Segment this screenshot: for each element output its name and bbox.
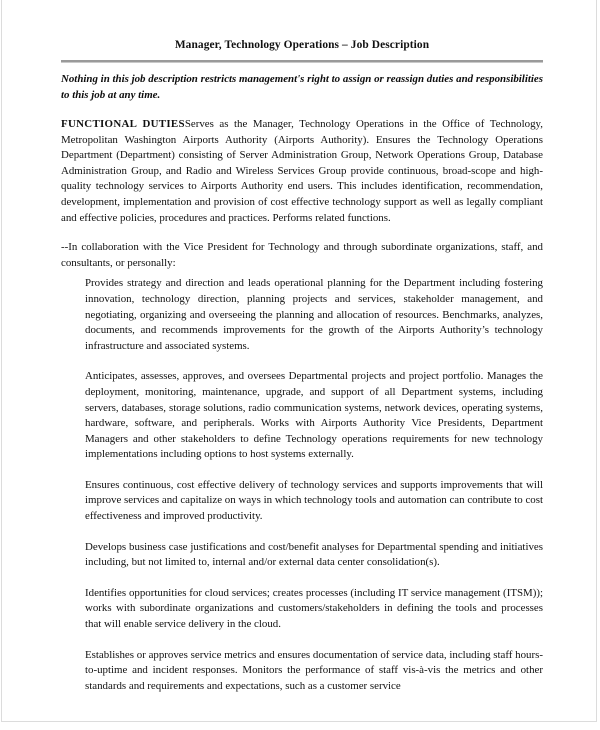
page-title: Manager, Technology Operations – Job Description [174, 39, 430, 51]
duty-item: Provides strategy and direction and leads operational planning for the Department including fostering innovation, technology direction, planning projects and services, stakeholder management, and negotiating, organizing and overseeing the planning and allocation of resources. Benchmarks, analyzes, documents, and recommends improvements for the growth of the Airports Authority’s technology infrastructure and associated systems. [85, 277, 543, 352]
duty-item: Identifies opportunities for cloud services; creates processes (including IT service management (ITSM)); works with subordinate organizations and customers/stakeholders in defining the tools and processes that will enable service delivery in the cloud. [85, 586, 543, 631]
page-content-area [61, 0, 543, 694]
duty-item: Develops business case justifications and cost/benefit analyses for Departmental spending and initiatives including, but not limited to, internal and/or external data center consolidation(s). [85, 540, 543, 569]
functional-duties-paragraph [61, 117, 543, 226]
duty-item: Anticipates, assesses, approves, and oversees Departmental projects and project portfolio. Manages the deployment, monitoring, maintenance, upgrade, and support of all Department systems, including servers, databases, storage solutions, radio communication systems, network devices, operating systems, hardware, software, and peripherals. Works with Airports Authority Vice Presidents, Department Managers and other stakeholders to define Technology operations requirements for new technology implementations including options to host systems externally. [85, 370, 543, 461]
duty-item: Ensures continuous, cost effective delivery of technology services and supports improvements that will improve services and capitalize on ways in which technology tools and automation can contribute to cost effectiveness and improved productivity. [85, 478, 543, 523]
functional-duties-heading: FUNCTIONAL DUTIES [61, 118, 185, 130]
duty-item: Establishes or approves service metrics and ensures documentation of service data, including staff hours-to-uptime and incident responses. Monitors the performance of staff vis-à-vis the metrics and other standards and requirements and expectations, such as a customer service [85, 648, 543, 692]
duty-list [85, 276, 543, 694]
collaboration-intro-paragraph: --In collaboration with the Vice President for Technology and through subordinate organizations, staff, and consultants, or personally: [61, 241, 543, 269]
document-page [1, 0, 597, 722]
title-divider [61, 60, 543, 63]
functional-duties-text: Serves as the Manager, Technology Operations in the Office of Technology, Metropolitan Washington Airports Authority (Airports Authority). Ensures the Technology Operations Department (Department) consisting of Server Administration Group, Network Operations Group, Database Administration Group, and Radio and Wireless Services Group provide continuous, broad-scope and high-quality technology services to Airports Authority end users. This includes identification, recommendation, development, implementation and provision of cost effective technology support as well as legally compliant and effective policies, procedures and practices. Performs related functions. [61, 118, 543, 224]
disclaimer-paragraph: Nothing in this job description restricts management's right to assign or reassign duties and responsibilities to this job at any time. [61, 73, 543, 101]
